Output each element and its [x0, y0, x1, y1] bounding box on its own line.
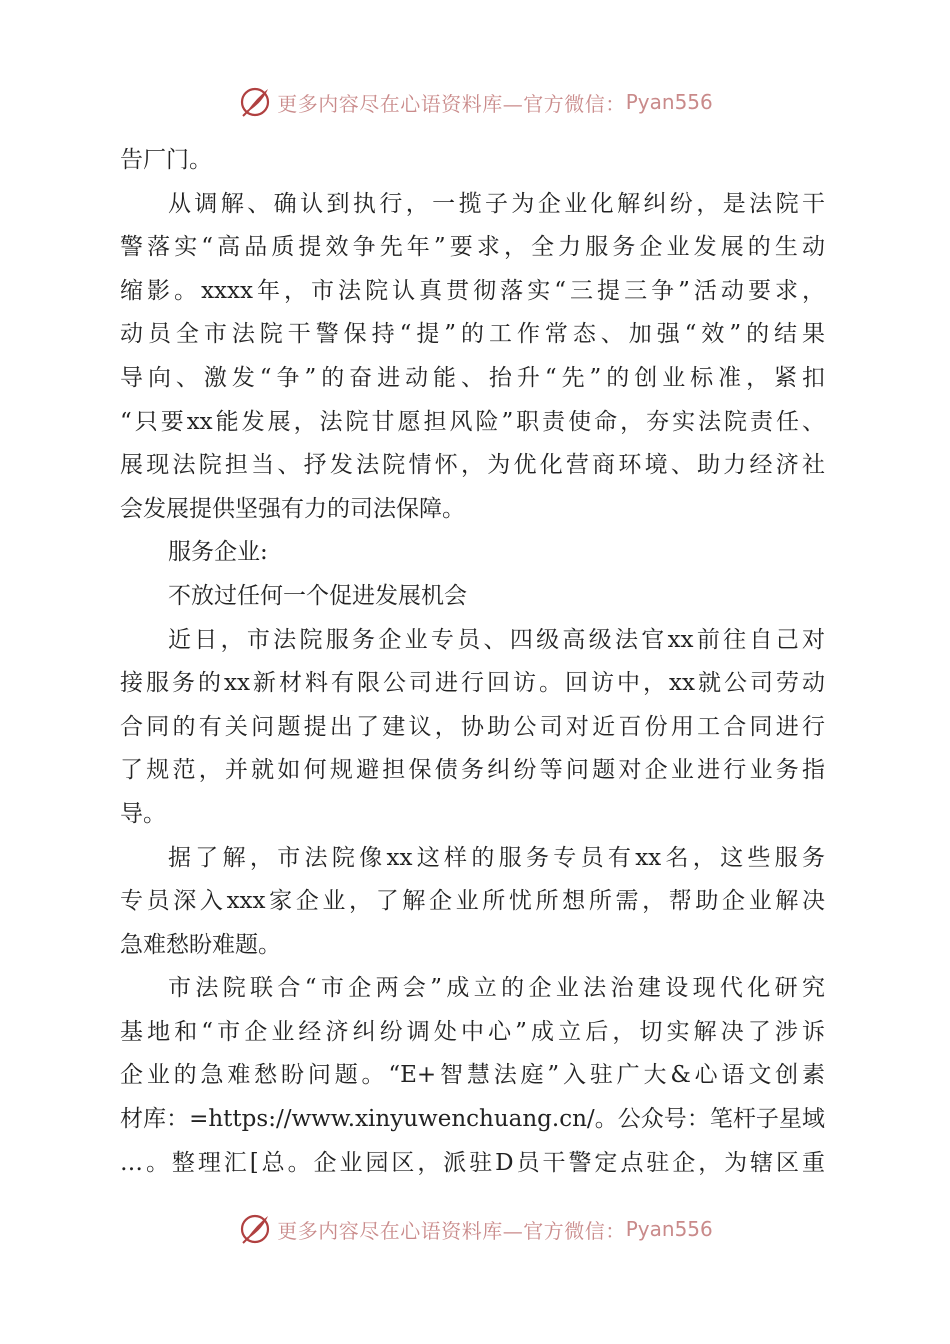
quill-pen-logo-icon: [237, 84, 273, 120]
body-line: 急难愁盼难题。: [120, 931, 281, 958]
body-line: 从调解、确认到执行，一揽子为企业化解纠纷，是法院干: [168, 190, 825, 217]
body-line: 材库：=https://www.xinyuwenchuang.cn/。公众号：笔杆子星域: [120, 1106, 825, 1133]
body-line: 接服务的xx新材料有限公司进行回访。回访中，xx就公司劳动: [120, 670, 825, 697]
body-line: 基地和“市企业经济纠纷调处中心”成立后，切实解决了涉诉: [120, 1018, 825, 1045]
section-subheading: 不放过任何一个促进发展机会: [168, 582, 467, 609]
body-line: 警落实“高品质提效争先年”要求，全力服务企业发展的生动: [120, 234, 825, 261]
body-line: …。整理汇[总。企业园区，派驻D员干警定点驻企，为辖区重: [120, 1149, 825, 1176]
body-line: 导向、激发“争”的奋进动能、抬升“先”的创业标准，紧扣: [120, 364, 825, 391]
footer-banner-text: 更多内容尽在心语资料库—官方微信：: [277, 1218, 626, 1243]
quill-pen-logo-icon: [237, 1211, 273, 1247]
body-line: 近日，市法院服务企业专员、四级高级法官xx前往自己对: [168, 626, 825, 653]
body-line: “只要xx能发展，法院甘愿担风险”职责使命，夯实法院责任、: [120, 408, 825, 435]
body-line: 导。: [120, 800, 166, 827]
body-line: 了规范，并就如何规避担保债务纠纷等问题对企业进行业务指: [120, 757, 825, 784]
header-banner: [0, 82, 950, 122]
header-banner-text: 更多内容尽在心语资料库—官方微信：: [277, 91, 626, 116]
body-line: 专员深入xxx家企业，了解企业所忧所想所需，帮助企业解决: [120, 888, 825, 915]
body-line: 动员全市法院干警保持“提”的工作常态、加强“效”的结果: [120, 321, 825, 348]
body-line: 缩影。xxxx年，市法院认真贯彻落实“三提三争”活动要求，: [120, 277, 825, 304]
body-line: 展现法院担当、抒发法院情怀，为优化营商环境、助力经济社: [120, 452, 825, 479]
body-line: 会发展提供坚强有力的司法保障。: [120, 495, 465, 522]
body-line: 市法院联合“市企两会”成立的企业法治建设现代化研究: [168, 975, 825, 1002]
body-line: 据了解，市法院像xx这样的服务专员有xx名，这些服务: [168, 844, 825, 871]
header-banner-wechat-id: Pyan556: [625, 90, 713, 114]
footer-banner: [0, 1209, 950, 1249]
body-line: 告厂门。: [120, 147, 212, 173]
section-heading: 服务企业:: [168, 539, 268, 566]
document-body: [120, 139, 825, 1185]
body-line: 合同的有关问题提出了建议，协助公司对近百份用工合同进行: [120, 713, 825, 740]
body-line: 企业的急难愁盼问题。“E+智慧法庭”入驻广大&心语文创素: [120, 1062, 825, 1089]
footer-banner-wechat-id: Pyan556: [625, 1217, 713, 1241]
